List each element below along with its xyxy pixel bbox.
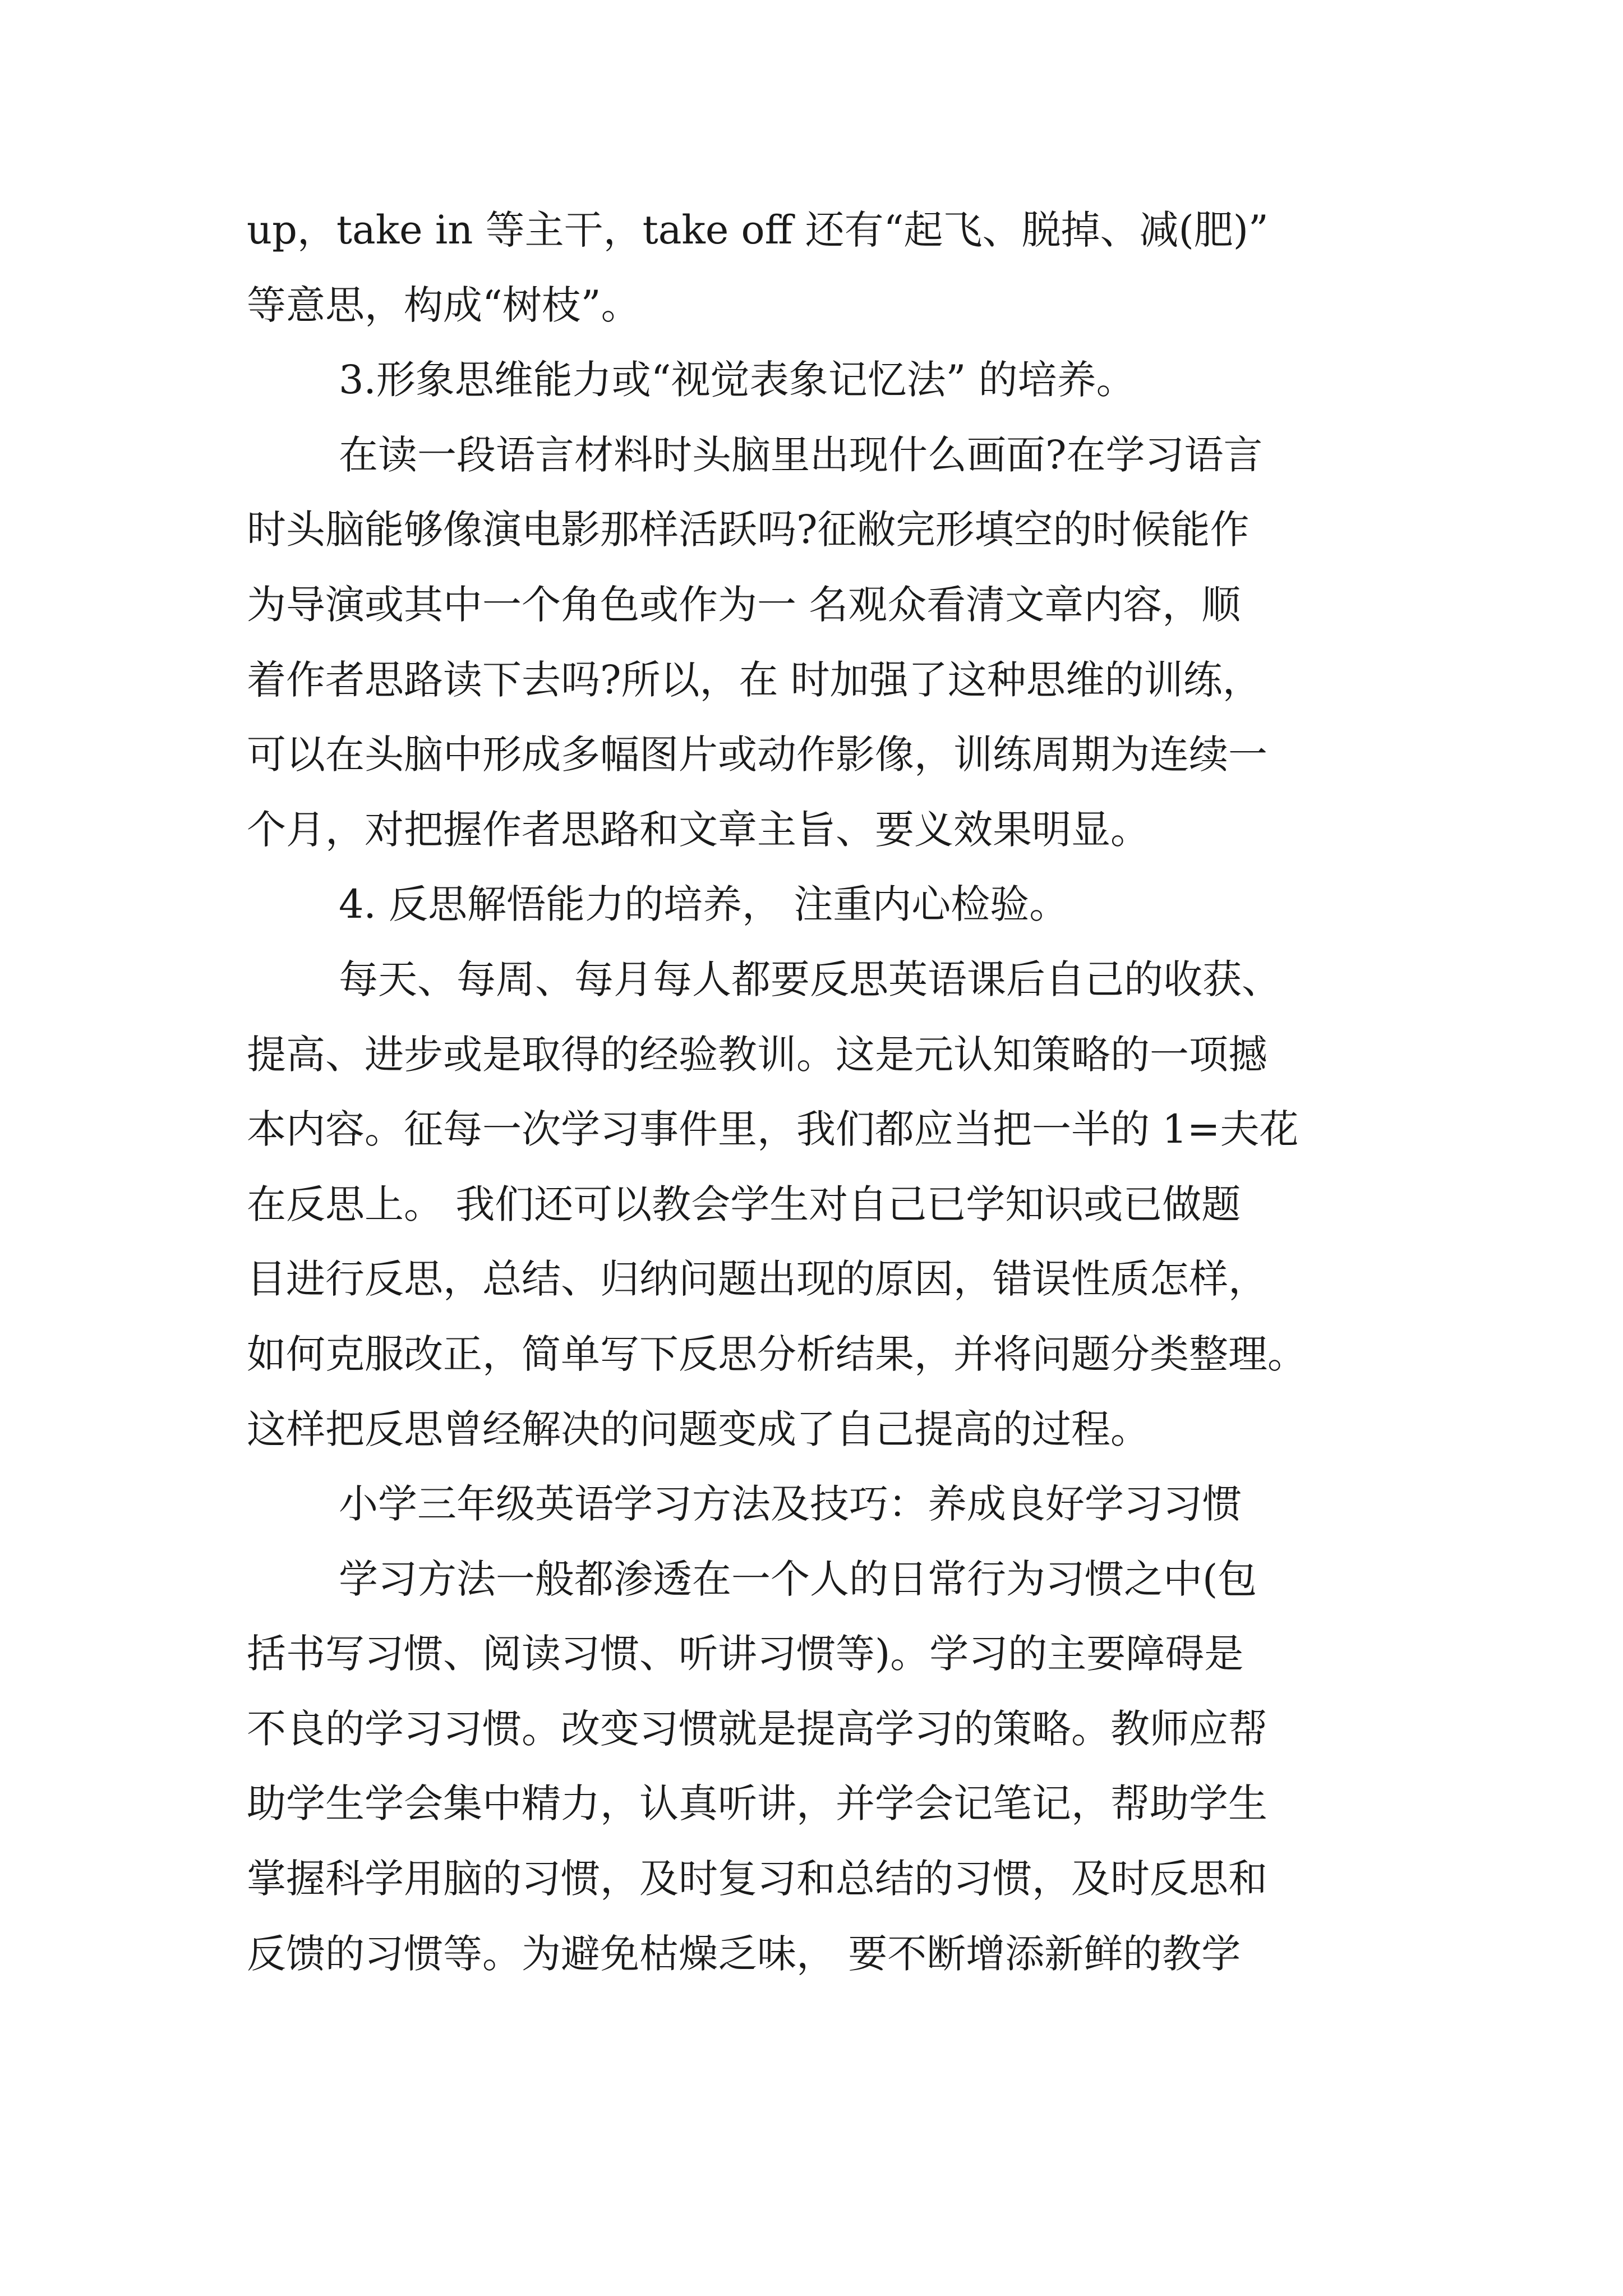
text-line: 每天、每周、每月每人都要反思英语课后自己的收获、 [339,956,1281,1002]
text-line: 本内容。征每一次学习事件里，我们都应当把一半的 1=夫花 [247,1106,1299,1153]
text-line: 括书写习惯、阅读习惯、听讲习惯等)。学习的主要障碍是 [247,1631,1244,1677]
text-line: 反馈的习惯等。为避免枯燥乏味， 要不断增添新鲜的教学 [247,1930,1241,1977]
text-line: 在反思上。 我们还可以教会学生对自己已学知识或已做题 [247,1181,1241,1227]
text-line: 着作者思路读下去吗?所以，在 时加强了这种思维的训练， [247,656,1262,703]
section-heading: 4. 反思解悟能力的培养， 注重内心检验。 [339,881,1069,928]
text-line: 助学生学会集中精力，认真听讲，并学会记笔记，帮助学生 [247,1780,1267,1827]
text-line: 目进行反思，总结、归纳问题出现的原因，错误性质怎样， [247,1256,1267,1303]
body-text [247,193,1391,1991]
text-line: 这样把反思曾经解决的问题变成了自己提高的过程。 [247,1406,1150,1452]
text-line: 学习方法一般都渗透在一个人的日常行为习惯之中(包 [339,1556,1257,1602]
section-heading: 3.形象思维能力或“视觉表象记忆法” 的培养。 [339,357,1136,403]
text-line: 个月，对把握作者思路和文章主旨、要义效果明显。 [247,806,1150,853]
text-line: 提高、进步或是取得的经验教训。这是元认知策略的一项撼 [247,1031,1267,1078]
text-line: 在读一段语言材料时头脑里出现什么画面?在学习语言 [339,431,1263,478]
text-line: 不良的学习习惯。改变习惯就是提高学习的策略。教师应帮 [247,1705,1267,1752]
text-line: 如何克服改正，简单写下反思分析结果，并将问题分类整理。 [247,1331,1307,1377]
text-line: 可以在头脑中形成多幅图片或动作影像，训练周期为连续一 [247,731,1267,778]
text-line: 时头脑能够像演电影那样活跃吗?征敝完形填空的时候能作 [247,507,1249,553]
text-line: up，take in 等主干，take off 还有“起飞、脱掉、减(肥)” [247,207,1269,253]
text-line: 为导演或其中一个角色或作为一 名观众看清文章内容，顺 [247,581,1241,628]
section-heading: 小学三年级英语学习方法及技巧：养成良好学习习惯 [339,1481,1242,1527]
text-line: 掌握科学用脑的习惯，及时复习和总结的习惯，及时反思和 [247,1856,1267,1902]
text-line: 等意思，构成“树枝”。 [247,282,640,328]
